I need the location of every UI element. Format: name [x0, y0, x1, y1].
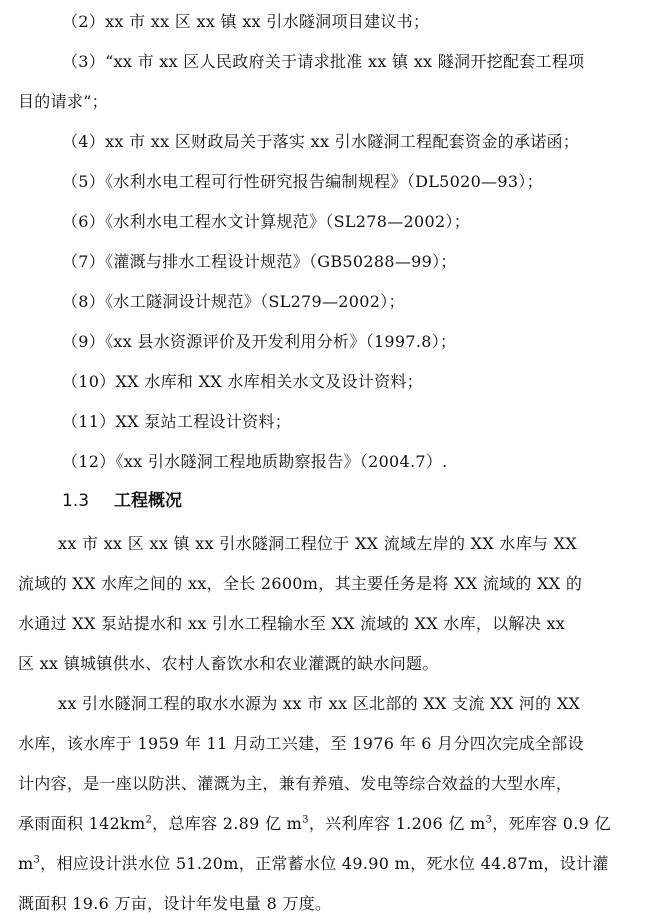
reference-item-6: （6）《水利水电工程水文计算规范》（SL278—2002）； — [62, 212, 471, 231]
text-run: ，总库容 2.89 亿 m — [152, 814, 303, 833]
paragraph-line: 溉面积 19.6 万亩，设计年发电量 8 万度。 — [18, 894, 332, 913]
reference-item-10: （10）XX 水库和 XX 水库相关水文及设计资料； — [62, 372, 423, 391]
reference-item-2: （2）xx 市 xx 区 xx 镇 xx 引水隧洞项目建议书； — [62, 12, 430, 31]
reference-item-5: （5）《水利水电工程可行性研究报告编制规程》（DL5020—93）； — [62, 172, 543, 191]
reference-item-3-continuation: 目的请求”； — [18, 92, 108, 111]
paragraph-line: 流域的 XX 水库之间的 xx，全长 2600m，其主要任务是将 XX 流域的 XX 的 — [18, 574, 583, 593]
text-run: 承雨面积 142km — [18, 814, 146, 833]
paragraph-line — [18, 804, 634, 844]
reference-item-4: （4）xx 市 xx 区财政局关于落实 xx 引水隧洞工程配套资金的承诺函； — [62, 132, 580, 151]
paragraph-line: 区 xx 镇城镇供水、农村人畜饮水和农业灌溉的缺水问题。 — [18, 654, 439, 673]
section-title: 工程概况 — [114, 491, 182, 511]
reference-item-3: （3）“xx 市 xx 区人民政府关于请求批准 xx 镇 xx 隧洞开挖配套工程项 — [62, 52, 585, 71]
reference-item-7: （7）《灌溉与排水工程设计规范》（GB50288—99）； — [62, 252, 457, 271]
paragraph-line: 计内容，是一座以防洪、灌溉为主，兼有养殖、发电等综合效益的大型水库， — [18, 774, 573, 793]
text-run: ，兴利库容 1.206 亿 m — [308, 814, 486, 833]
section-number: 1.3 — [62, 491, 90, 511]
superscript: 3 — [485, 814, 493, 826]
paragraph-line: xx 引水隧洞工程的取水水源为 xx 市 xx 区北部的 XX 支流 XX 河的 XX — [58, 694, 581, 713]
superscript: 2 — [145, 814, 153, 826]
paragraph-line: 水通过 XX 泵站提水和 xx 引水工程输水至 XX 流域的 XX 水库，以解决 xx — [18, 614, 566, 633]
text-run: ，死库容 0.9 亿 — [492, 814, 611, 833]
paragraph-line: xx 市 xx 区 xx 镇 xx 引水隧洞工程位于 XX 流域左岸的 XX 水库与 XX — [58, 534, 578, 553]
text-run: m — [18, 854, 34, 873]
reference-item-12: （12）《xx 引水隧洞工程地质勘察报告》（2004.7）. — [62, 452, 448, 471]
section-heading — [62, 490, 182, 512]
reference-item-9: （9）《xx 县水资源评价及开发利用分析》（1997.8）； — [62, 332, 457, 351]
paragraph-line — [18, 844, 634, 884]
paragraph-water-source — [18, 684, 634, 924]
text-run: ，相应设计洪水位 51.20m，正常蓄水位 49.90 m，死水位 44.87m，设计灌 — [40, 854, 609, 873]
reference-item-11: （11）XX 泵站工程设计资料； — [62, 412, 292, 431]
superscript: 3 — [33, 854, 41, 866]
reference-item-8: （8）《水工隧洞设计规范》（SL279—2002）； — [62, 292, 405, 311]
paragraph-overview — [18, 524, 634, 684]
superscript: 3 — [302, 814, 309, 826]
paragraph-line: 水库，该水库于 1959 年 11 月动工兴建，至 1976 年 6 月分四次完成全部设 — [18, 734, 584, 753]
